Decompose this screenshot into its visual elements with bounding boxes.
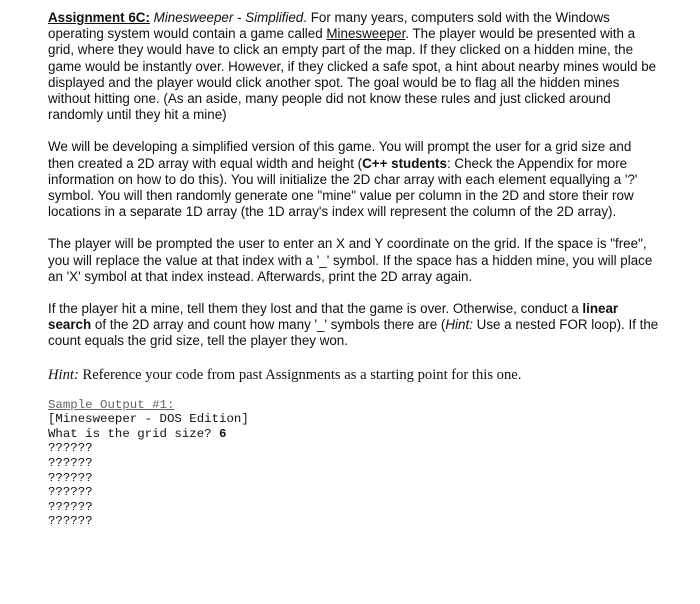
development-paragraph: [48, 139, 660, 220]
sample-output-title: Sample Output #1:: [48, 397, 175, 412]
console-header: [Minesweeper - DOS Edition]: [48, 412, 249, 427]
development-text-b: : Check the Appendix for more information on how to do this). You will initialize the 2D char array with each element equallying a '?' symbol. You will then randomly generate one "mine" value per column in the 2D and store their row locations in a separate 1D array (the 1D array's index will represent the column of the 2D array).: [48, 155, 638, 220]
intro-text-a: . For many years, computers sold with the Windows operating system would contain a game called: [48, 10, 610, 42]
grid-row: ??????: [48, 456, 93, 471]
win-lose-paragraph: [48, 301, 660, 350]
intro-paragraph: [48, 10, 660, 123]
grid-row: ??????: [48, 485, 93, 500]
grid-row: ??????: [48, 514, 93, 529]
player-input-paragraph: [48, 236, 660, 285]
cpp-students-label: C++ students: [362, 155, 447, 171]
minesweeper-link[interactable]: Minesweeper: [326, 26, 406, 42]
sample-output: [48, 398, 660, 529]
grid-row: ??????: [48, 441, 93, 456]
assignment-document: [48, 10, 660, 529]
reference-hint: [48, 366, 660, 384]
assignment-label: Assignment 6C:: [48, 10, 150, 25]
assignment-title: Minesweeper - Simplified: [153, 10, 304, 25]
grid-size-prompt-text: What is the grid size?: [48, 426, 220, 441]
hint-text: Reference your code from past Assignments as a starting point for this one.: [78, 366, 522, 383]
win-lose-text-a: If the player hit a mine, tell them they lost and that the game is over. Otherwise, conduct a: [48, 301, 583, 317]
win-lose-text-c: Use a nested FOR loop). If the count equals the grid size, tell the player they won.: [48, 317, 659, 349]
player-input-text: The player will be prompted the user to enter an X and Y coordinate on the grid. If the space is "free", you will replace the value at that index with a '_' symbol. If the space has a hidden mine, you will place an 'X' symbol at that index instead. Afterwards, print the 2D array again.: [48, 236, 653, 284]
development-text-a: We will be developing a simplified version of this game. You will prompt the user for a grid size and then created a 2D array with equal width and height (: [48, 139, 632, 171]
grid-size-prompt: [48, 427, 660, 442]
grid-row: ??????: [48, 470, 93, 485]
grid-row: ??????: [48, 499, 93, 514]
grid-size-input: 6: [219, 426, 227, 441]
hint-label: Hint:: [48, 366, 79, 383]
linear-search-label: linear search: [48, 301, 619, 333]
nested-loop-hint-label: Hint:: [445, 317, 473, 333]
intro-text-b: . The player would be presented with a grid, where they would have to click an empty part of the map. If they clicked on a hidden mine, the game would be instantly over. However, if they clicked a safe spot, a hint about nearby mines would be displayed and the player would click another spot. The goal would be to flag all the hidden mines without hitting one. (As an aside, many people did not know these rules and just clicked around randomly until they hit a mine): [48, 26, 657, 123]
win-lose-text-b: of the 2D array and count how many '_' symbols there are (: [91, 317, 446, 333]
